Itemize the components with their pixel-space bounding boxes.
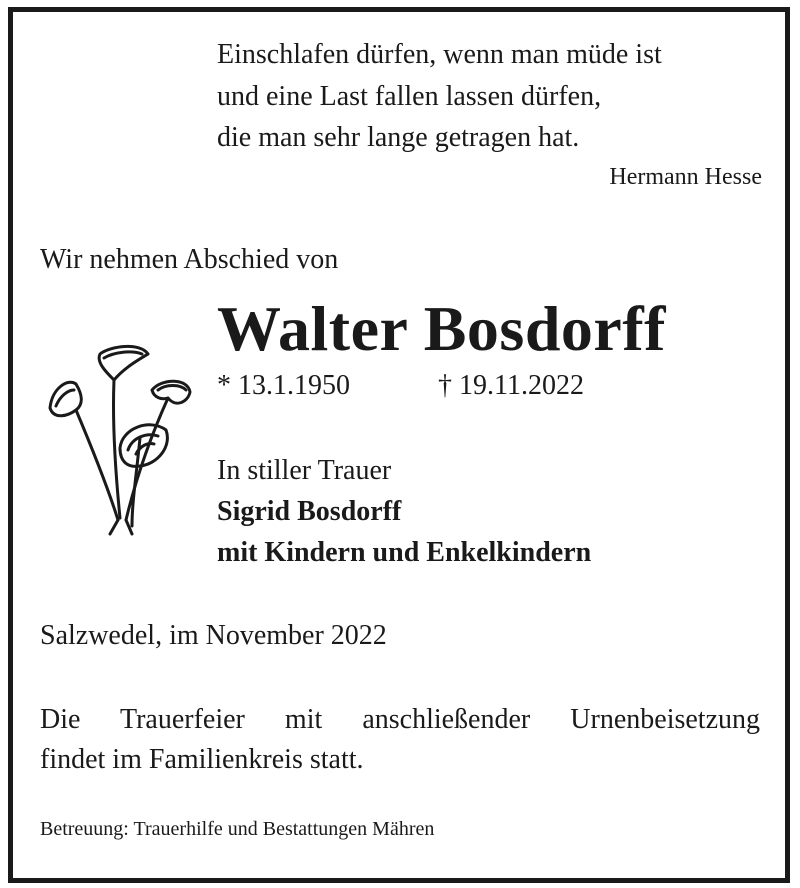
deceased-name: Walter Bosdorff <box>217 293 666 364</box>
farewell-intro: Wir nehmen Abschied von <box>40 244 339 275</box>
funeral-note-line-1: Die Trauerfeier mit anschließender Urnenbeisetzung <box>40 704 760 735</box>
poem-author: Hermann Hesse <box>609 164 762 190</box>
mourning-heading: In stiller Trauer <box>217 455 392 486</box>
poem-line-3: die man sehr lange getragen hat. <box>217 122 580 153</box>
calla-lily-icon <box>40 338 198 538</box>
funeral-care-credit: Betreuung: Trauerhilfe und Bestattungen Mähren <box>40 818 435 840</box>
mourner-name: Sigrid Bosdorff <box>217 496 402 527</box>
death-date: † 19.11.2022 <box>438 370 584 401</box>
poem-line-1: Einschlafen dürfen, wenn man müde ist <box>217 39 662 70</box>
birth-date: * 13.1.1950 <box>217 370 350 401</box>
poem-line-2: und eine Last fallen lassen dürfen, <box>217 81 602 112</box>
place-date: Salzwedel, im November 2022 <box>40 620 387 651</box>
funeral-note-line-2: findet im Familienkreis statt. <box>40 744 364 775</box>
mourner-family: mit Kindern und Enkelkindern <box>217 537 592 568</box>
funeral-note <box>40 700 760 780</box>
